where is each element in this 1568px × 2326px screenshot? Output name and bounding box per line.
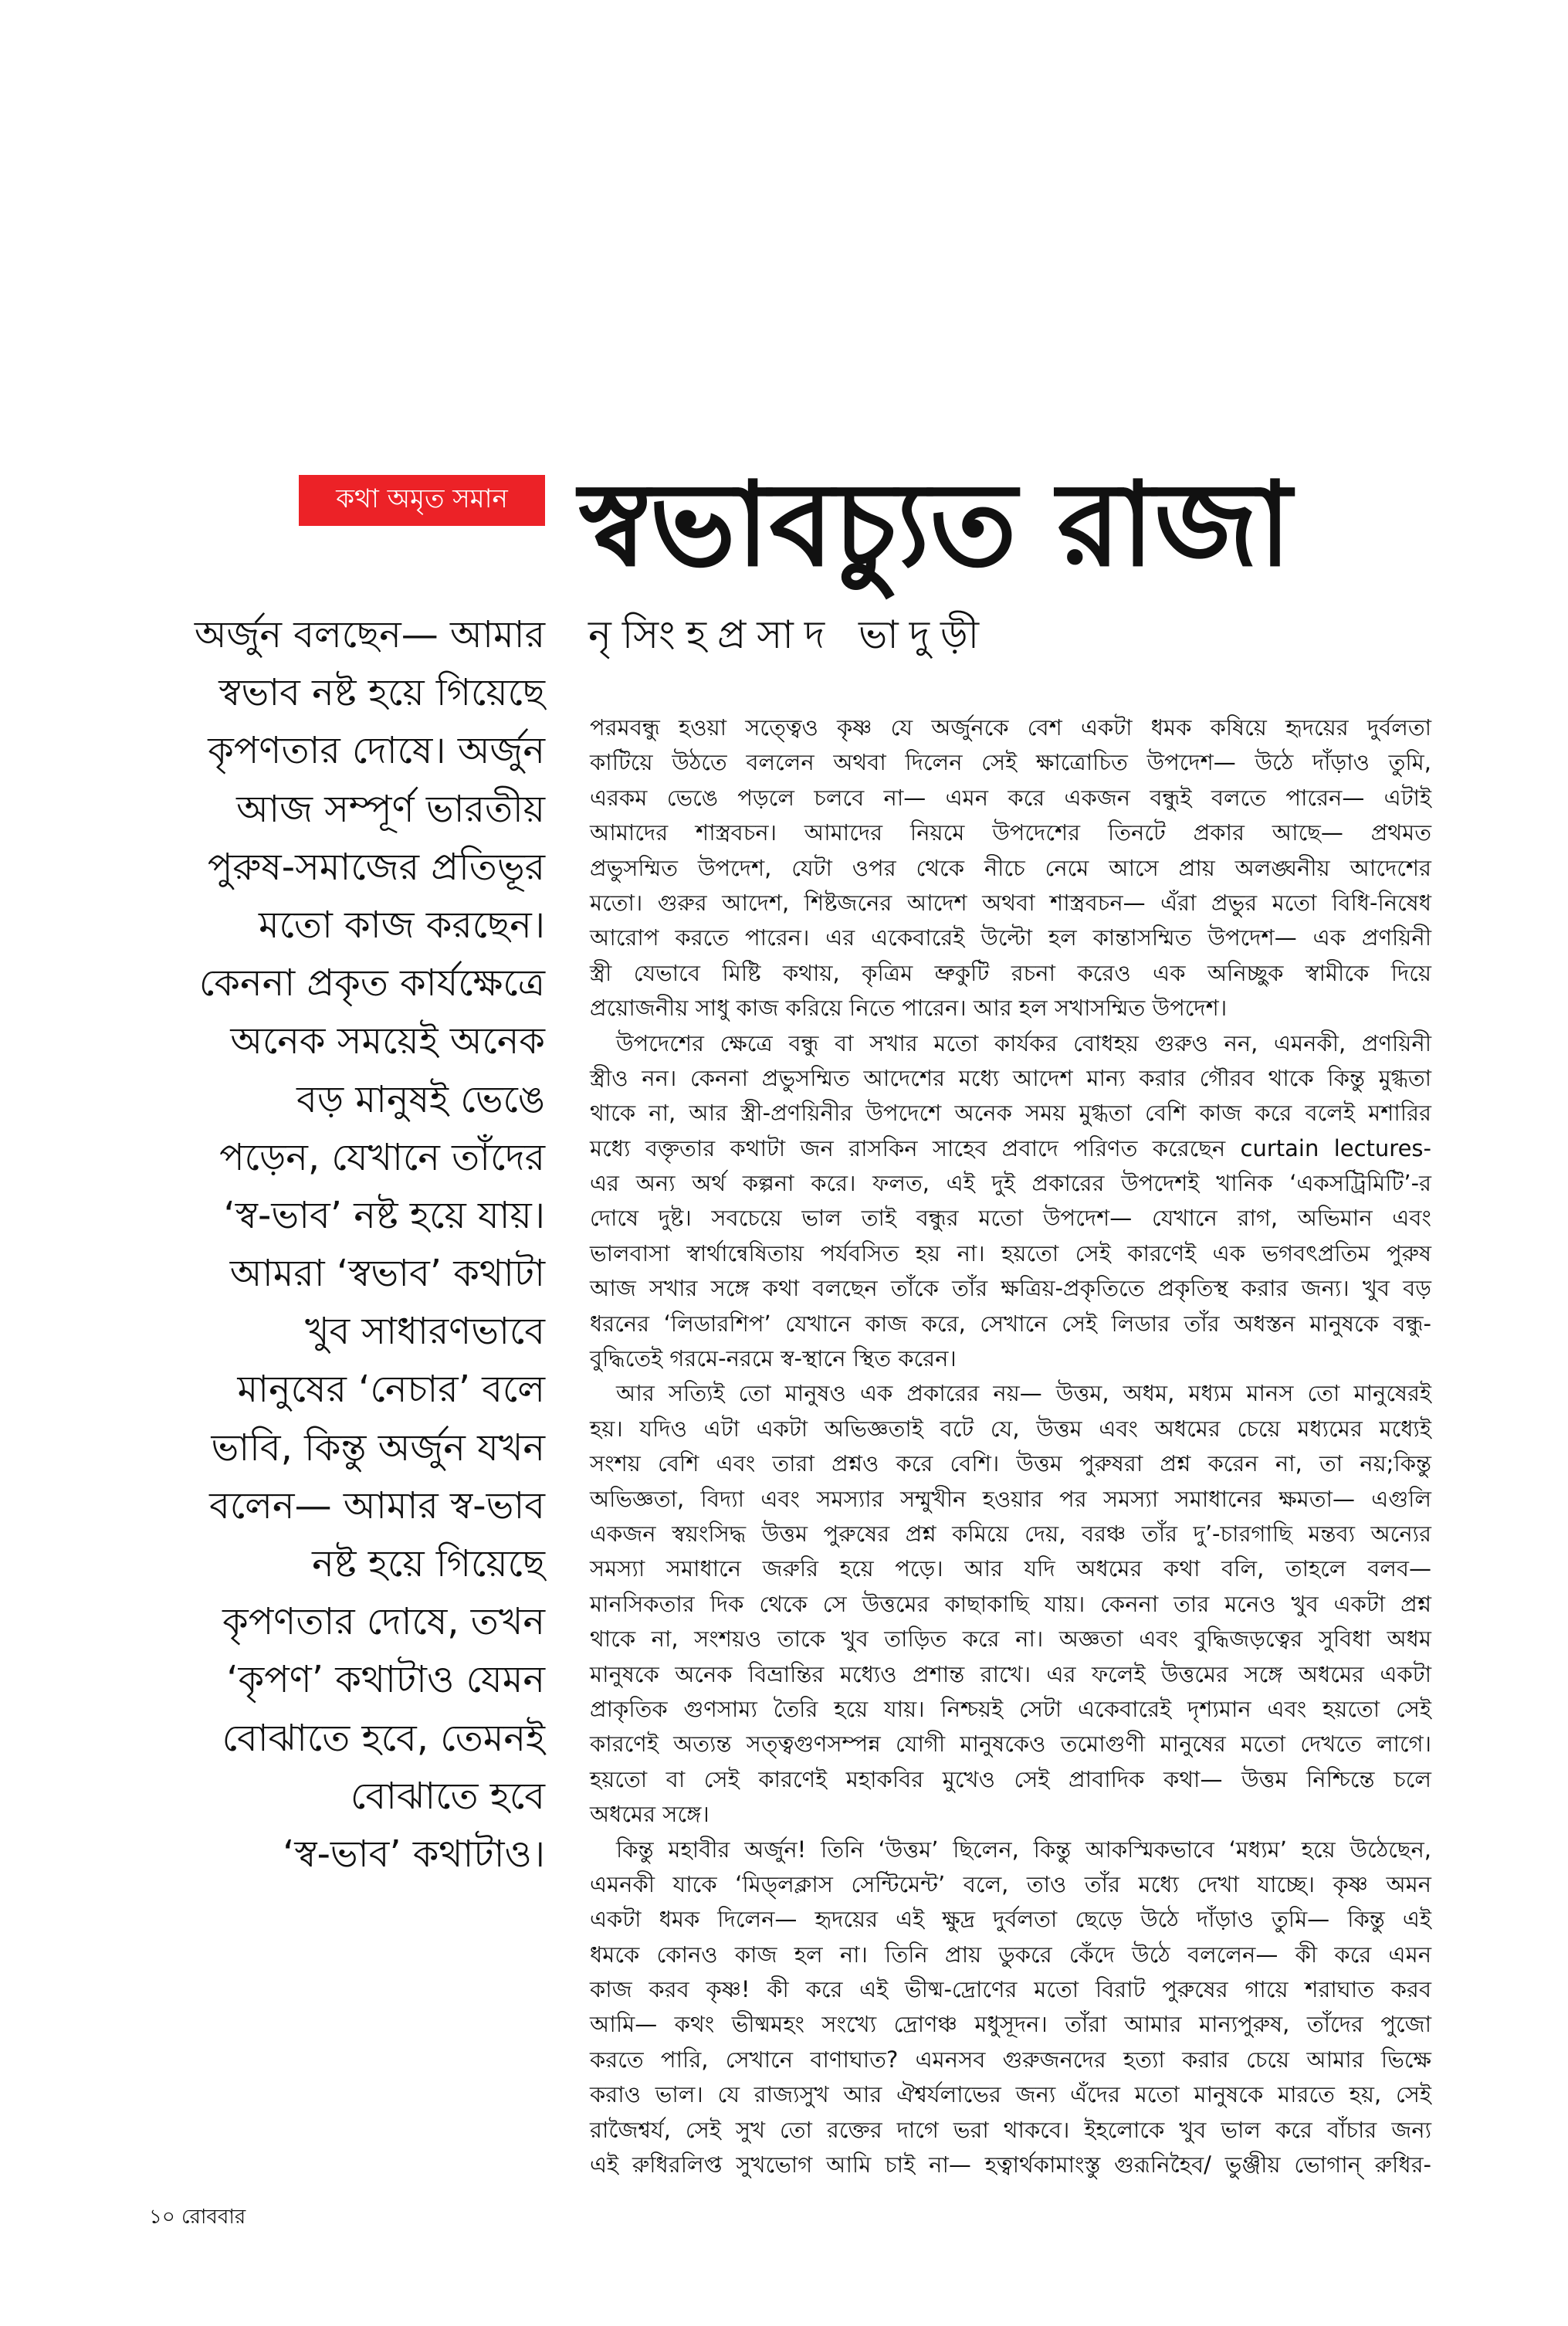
body-text-line: করতে পারি, সেখানে বাণাঘাত? এমনসব গুরুজনদের হত্যা করার চেয়ে আমার ভিক্ষে — [590, 2046, 1431, 2073]
pull-quote-line: অর্জুন বলছেন— আমার — [194, 613, 545, 656]
body-text-line: কিন্তু মহাবীর অর্জুন! তিনি ‘উত্তম’ ছিলেন, কিন্তু আকস্মিকভাবে ‘মধ্যম’ হয়ে উঠেছেন, — [616, 1836, 1431, 1863]
pull-quote-line: পুরুষ-সমাজের প্রতিভূর — [207, 845, 545, 889]
body-text-line: আমাদের শাস্ত্রবচন। আমাদের নিয়মে উপদেশের তিনটে প্রকার আছে— প্রথমত — [590, 819, 1431, 846]
body-text-line: সংশয় বেশি এবং তারা প্রশ্নও করে বেশি। উত্তম পুরুষরা প্রশ্ন করেন না, তা নয়;কিন্তু — [590, 1450, 1431, 1477]
pull-quote-line: পড়েন, যেখানে তাঁদের — [219, 1135, 545, 1179]
body-text-line: মানসিকতার দিক থেকে সে উত্তমের কাছাকাছি যায়। কেননা তার মনেও খুব একটা প্রশ্ন — [590, 1590, 1431, 1617]
body-text-line: রাজৈশ্বর্য, সেই সুখ তো রক্তের দাগে ভরা থাকবে। ইহলোকে খুব ভাল করে বাঁচার জন্য — [590, 2116, 1431, 2143]
body-text-line: প্রয়োজনীয় সাধু কাজ করিয়ে নিতে পারেন। আর হল সখাসম্মিত উপদেশ। — [590, 995, 1228, 1022]
body-text-line: করাও ভাল। যে রাজ্যসুখ আর ঐশ্বর্যলাভের জন্য এঁদের মতো মানুষকে মারতে হয়, সেই — [590, 2081, 1431, 2108]
pull-quote-line: খুব সাধারণভাবে — [304, 1310, 545, 1354]
pull-quote-line: বড় মানুষই ভেঙে — [296, 1077, 545, 1121]
pull-quote-line: ভাবি, কিন্তু অর্জুন যখন — [211, 1426, 545, 1470]
body-text-line: ভালবাসা স্বার্থান্বেষিতায় পর্যবসিত হয় না। হয়তো সেই কারণেই এক ভগবৎপ্রতিম পুরুষ — [590, 1239, 1431, 1266]
body-text-line: থাকে না, সংশয়ও তাকে খুব তাড়িত করে না। অজ্ঞতা এবং বুদ্ধিজড়ত্বের সুবিধা অধম — [590, 1626, 1431, 1653]
body-text-line: কাজ করব কৃষ্ণ! কী করে এই ভীষ্ম-দ্রোণের মতো বিরাট পুরুষের গায়ে শরাঘাত করব — [590, 1976, 1431, 2003]
body-text-line: এই রুধিরলিপ্ত সুখভোগ আমি চাই না— হত্বার্থকামাংস্তু গুরূনিহৈব/ ভুঞ্জীয় ভোগান্ রুধির- — [590, 2151, 1431, 2179]
pull-quote-line: স্বভাব নষ্ট হয়ে গিয়েছে — [218, 671, 545, 715]
body-text-line: কারণেই অত্যন্ত সত্ত্বগুণসম্পন্ন যোগী মানুষকেও তমোগুণী মানুষের মতো দেখতে লাগে। — [590, 1731, 1431, 1758]
section-badge-label: কথা অমৃত সমান — [336, 483, 508, 514]
body-text-line: দোষে দুষ্ট। সবচেয়ে ভাল তাই বন্ধুর মতো উপদেশ— যেখানে রাগ, অভিমান এবং — [590, 1205, 1431, 1232]
body-text-line: আরোপ করতে পারেন। এর একেবারেই উল্টো হল কান্তাসম্মিত উপদেশ— এক প্রণয়িনী — [590, 924, 1431, 951]
body-text-line: এমনকী যাকে ‘মিড্‌লক্লাস সেন্টিমেন্ট’ বলে, তাও তাঁর মধ্যে দেখা যাচ্ছে। কৃষ্ণ অমন — [590, 1870, 1431, 1897]
article-title: স্বভাবচ্যুত রাজা — [579, 458, 1292, 592]
page-footer — [149, 2201, 246, 2235]
body-text-line: ধরনের ‘লিডারশিপ’ যেখানে কাজ করে, সেখানে সেই লিডার তাঁর অধস্তন মানুষকে বন্ধু- — [590, 1310, 1431, 1337]
pull-quote-line: বলেন— আমার স্ব-ভাব — [209, 1483, 545, 1527]
body-text-line: মতো। গুরুর আদেশ, শিষ্টজনের আদেশ অথবা শাস্ত্রবচন— এঁরা প্রভুর মতো বিধি-নিষেধ — [590, 889, 1431, 916]
body-text-line: থাকে না, আর স্ত্রী-প্রণয়িনীর উপদেশে অনেক সময় মুগ্ধতা বেশি কাজ করে বলেই মশারির — [590, 1100, 1431, 1127]
pull-quote-line: আজ সম্পূর্ণ ভারতীয় — [236, 787, 545, 831]
pull-quote-line: নষ্ট হয়ে গিয়েছে — [312, 1542, 545, 1585]
body-text-line: সমস্যা সমাধানে জরুরি হয়ে পড়ে। আর যদি অধমের কথা বলি, তাহলে বলব— — [590, 1555, 1431, 1582]
page-number: ১০ — [149, 2206, 175, 2229]
body-text-line: ধমকে কোনও কাজ হল না। তিনি প্রায় ডুকরে কেঁদে উঠে বললেন— কী করে এমন — [590, 1941, 1431, 1968]
author-byline: নৃসিংহপ্রসাদ ভাদুড়ী — [588, 612, 991, 657]
pull-quote-line: আমরা ‘স্বভাব’ কথাটা — [229, 1252, 545, 1296]
body-text-line: অভিজ্ঞতা, বিদ্যা এবং সমস্যার সম্মুখীন হওয়ার পর সমস্যা সমাধানের ক্ষমতা— এগুলি — [590, 1485, 1431, 1512]
body-text-line: আমি— কথং ভীষ্মমহং সংখ্যে দ্রোণঞ্চ মধুসূদন। তাঁরা আমার মান্যপুরুষ, তাঁদের পুজো — [590, 2011, 1431, 2038]
body-text-line: হয়। যদিও এটা একটা অভিজ্ঞতাই বটে যে, উত্তম এবং অধমের চেয়ে মধ্যমের মধ্যেই — [590, 1415, 1431, 1442]
body-text-line: একজন স্বয়ংসিদ্ধ উত্তম পুরুষের প্রশ্ন কমিয়ে দেয়, বরঞ্চ তাঁর দু’-চারগাছি মন্তব্য অন্যের — [590, 1520, 1431, 1547]
pull-quote-line: কৃপণতার দোষে। অর্জুন — [208, 729, 545, 773]
pull-quote-line: মতো কাজ করছেন। — [258, 903, 545, 947]
body-text-line: প্রভুসম্মিত উপদেশ, যেটা ওপর থেকে নীচে নেমে আসে প্রায় অলঙ্ঘনীয় আদেশের — [590, 854, 1431, 881]
body-text-line: মধ্যে বক্তৃতার কথাটা জন রাসকিন সাহেব প্রবাদে পরিণত করেছেন curtain lectures- — [590, 1134, 1431, 1161]
body-text-line: বুদ্ধিতেই গরমে-নরমে স্ব-স্থানে স্থিত করেন। — [590, 1345, 957, 1372]
article-body — [590, 710, 1431, 2182]
body-text-line: উপদেশের ক্ষেত্রে বন্ধু বা সখার মতো কার্যকর বোধহয় গুরুও নন, এমনকী, প্রণয়িনী — [616, 1029, 1431, 1056]
pull-quote-line: ‘কৃপণ’ কথাটাও যেমন — [226, 1658, 545, 1702]
pull-quote-line: অনেক সময়েই অনেক — [230, 1019, 545, 1063]
body-text-line: আজ সখার সঙ্গে কথা বলছেন তাঁকে তাঁর ক্ষত্রিয়-প্রকৃতিতে প্রকৃতিস্থ করার জন্য। খুব বড় — [590, 1275, 1431, 1302]
body-text-line: এর অন্য অর্থ কল্পনা করে। ফলত, এই দুই প্রকারের উপদেশই খানিক ‘একসট্রিমিটি’-র — [590, 1170, 1431, 1197]
body-text-line: আর সত্যিই তো মানুষও এক প্রকারের নয়— উত্তম, অধম, মধ্যম মানস তো মানুষেরই — [616, 1380, 1431, 1407]
body-text-line: পরমবন্ধু হওয়া সত্ত্বেও কৃষ্ণ যে অর্জুনকে বেশ একটা ধমক কষিয়ে হৃদয়ের দুর্বলতা — [590, 714, 1431, 741]
pull-quote — [139, 606, 545, 1884]
body-text-line: একটা ধমক দিলেন— হৃদয়ের এই ক্ষুদ্র দুর্বলতা ছেড়ে উঠে দাঁড়াও তুমি— কিন্তু এই — [590, 1906, 1431, 1933]
body-text-line: অধমের সঙ্গে। — [590, 1801, 709, 1828]
pull-quote-line: কৃপণতার দোষে, তখন — [222, 1600, 545, 1644]
body-text-line: কাটিয়ে উঠতে বললেন অথবা দিলেন সেই ক্ষাত্রোচিত উপদেশ— উঠে দাঁড়াও তুমি, — [590, 749, 1431, 776]
pull-quote-line: কেননা প্রকৃত কার্যক্ষেত্রে — [198, 961, 545, 1005]
pull-quote-line: বোঝাতে হবে — [350, 1774, 545, 1818]
section-badge — [299, 475, 545, 526]
pull-quote-line: ‘স্ব-ভাব’ নষ্ট হয়ে যায়। — [223, 1193, 545, 1237]
pull-quote-line: ‘স্ব-ভাব’ কথাটাও। — [283, 1832, 545, 1876]
pull-quote-line: মানুষের ‘নেচার’ বলে — [237, 1368, 545, 1412]
body-text-line: প্রাকৃতিক গুণসাম্য তৈরি হয়ে যায়। নিশ্চয়ই সেটা একেবারেই দৃশ্যমান এবং হয়তো সেই — [590, 1695, 1431, 1722]
body-text-line: স্ত্রীও নন। কেননা প্রভুসম্মিত আদেশের মধ্যে আদেশ মান্য করার গৌরব থাকে কিন্তু মুগ্ধতা — [590, 1064, 1431, 1091]
magazine-name: রোববার — [181, 2206, 246, 2229]
pull-quote-line: বোঝাতে হবে, তেমনই — [222, 1716, 545, 1760]
body-text-line: হয়তো বা সেই কারণেই মহাকবির মুখেও সেই প্রাবাদিক কথা— উত্তম নিশ্চিন্তে চলে — [590, 1765, 1431, 1792]
body-text-line: স্ত্রী যেভাবে মিষ্টি কথায়, কৃত্রিম ভ্রুকুটি রচনা করেও এক অনিচ্ছুক স্বামীকে দিয়ে — [590, 959, 1431, 986]
body-text-line: মানুষকে অনেক বিভ্রান্তির মধ্যেও প্রশান্ত রাখে। এর ফলেই উত্তমের সঙ্গে অধমের একটা — [590, 1660, 1431, 1687]
body-text-line: এরকম ভেঙে পড়লে চলবে না— এমন করে একজন বন্ধুই বলতে পারেন— এটাই — [590, 784, 1431, 811]
